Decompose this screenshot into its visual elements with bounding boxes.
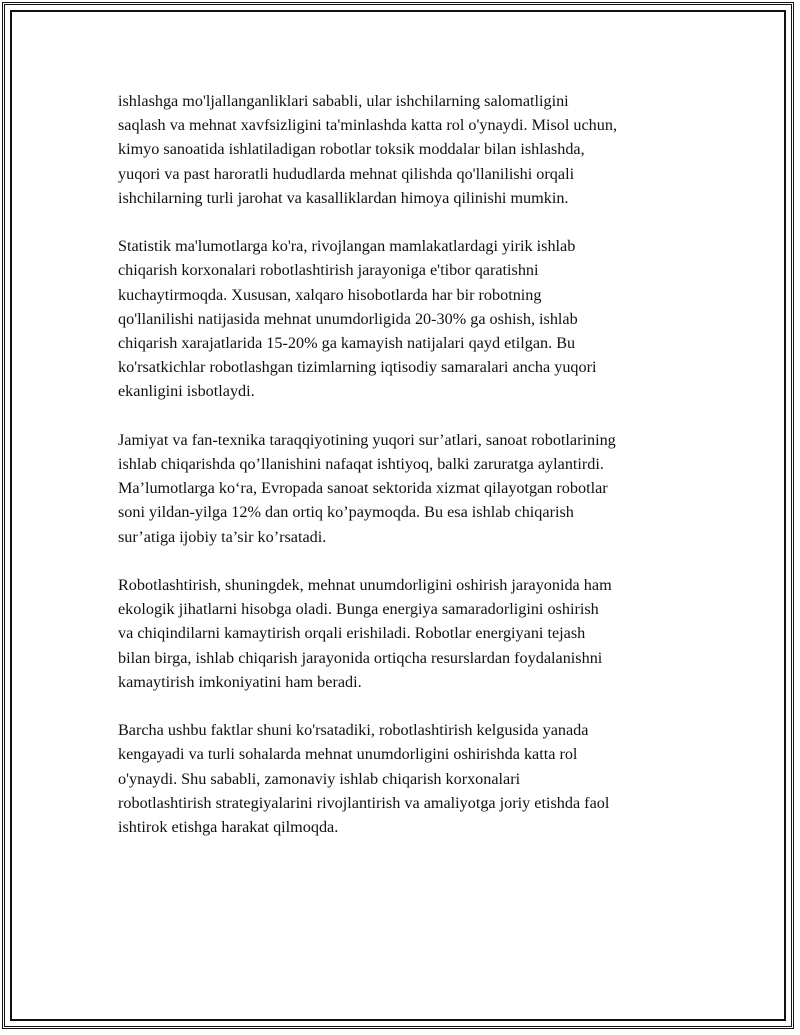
- paragraph-conclusion: Barcha ushbu faktlar shuni ko'rsatadiki, robotlashtirish kelgusida yanada kengayadi va turli sohalarda mehnat unumdorligini oshirishda katta rol o'ynaydi. Shu sababli, zamonaviy ishlab chiqarish korxonalari robotlashtirish strategiyalarini rivojlantirish va amaliyotga joriy etishda faol ishtirok etishga harakat qilmoqda.: [118, 721, 610, 837]
- paragraph-scientific-progress: Jamiyat va fan-texnika taraqqiyotining yuqori sur’atlari, sanoat robotlarining ishlab chiqarishda qo’llanishini nafaqat ishtiyoq, balki zaruratga aylantirdi. Ma’lumotlarga ko‘ra, Evropada sanoat sektorida xizmat qilayotgan robotlar soni yildan-yilga 12% dan ortiq ko’paymoqda. Bu esa ishlab chiqarish sur’atiga ijobiy ta’sir ko’rsatadi.: [118, 430, 616, 546]
- paragraph-robots-worker-safety: ishlashga mo'ljallanganliklari sababli, ular ishchilarning salomatligini saqlash va mehnat xavfsizligini ta'minlashda katta rol o'ynaydi. Misol uchun, kimyo sanoatida ishlatiladigan robotlar toksik moddalar bilan ishlashda, yuqori va past haroratli hududlarda mehnat qilishda qo'llanilishi orqali ishchilarning turli jarohat va kasalliklardan himoya qilinishi mumkin.: [118, 92, 617, 207]
- paragraph-ecology: Robotlashtirish, shuningdek, mehnat unumdorligini oshirish jarayonida ham ekologik jihatlarni hisobga oladi. Bunga energiya samaradorligini oshirish va chiqindilarni kamaytirish orqali erishiladi. Robotlar energiyani tejash bilan birga, ishlab chiqarish jarayonida ortiqcha resurslardan foydalanishni kamaytirish imkoniyatini ham beradi.: [118, 576, 612, 691]
- paragraph-statistics: Statistik ma'lumotlarga ko'ra, rivojlangan mamlakatlardagi yirik ishlab chiqarish korxonalari robotlashtirish jarayoniga e'tibor qaratishni kuchaytirmoqda. Xususan, xalqaro hisobotlarda har bir robotning qo'llanilishi natijasida mehnat unumdorligida 20-30% ga oshish, ishlab chiqarish xarajatlarida 15-20% ga kamayish natijalari qayd etilgan. Bu ko'rsatkichlar robotlashgan tizimlarning iqtisodiy samaralari ancha yuqori ekanligini isbotlaydi.: [118, 237, 597, 401]
- document-body: [118, 89, 698, 863]
